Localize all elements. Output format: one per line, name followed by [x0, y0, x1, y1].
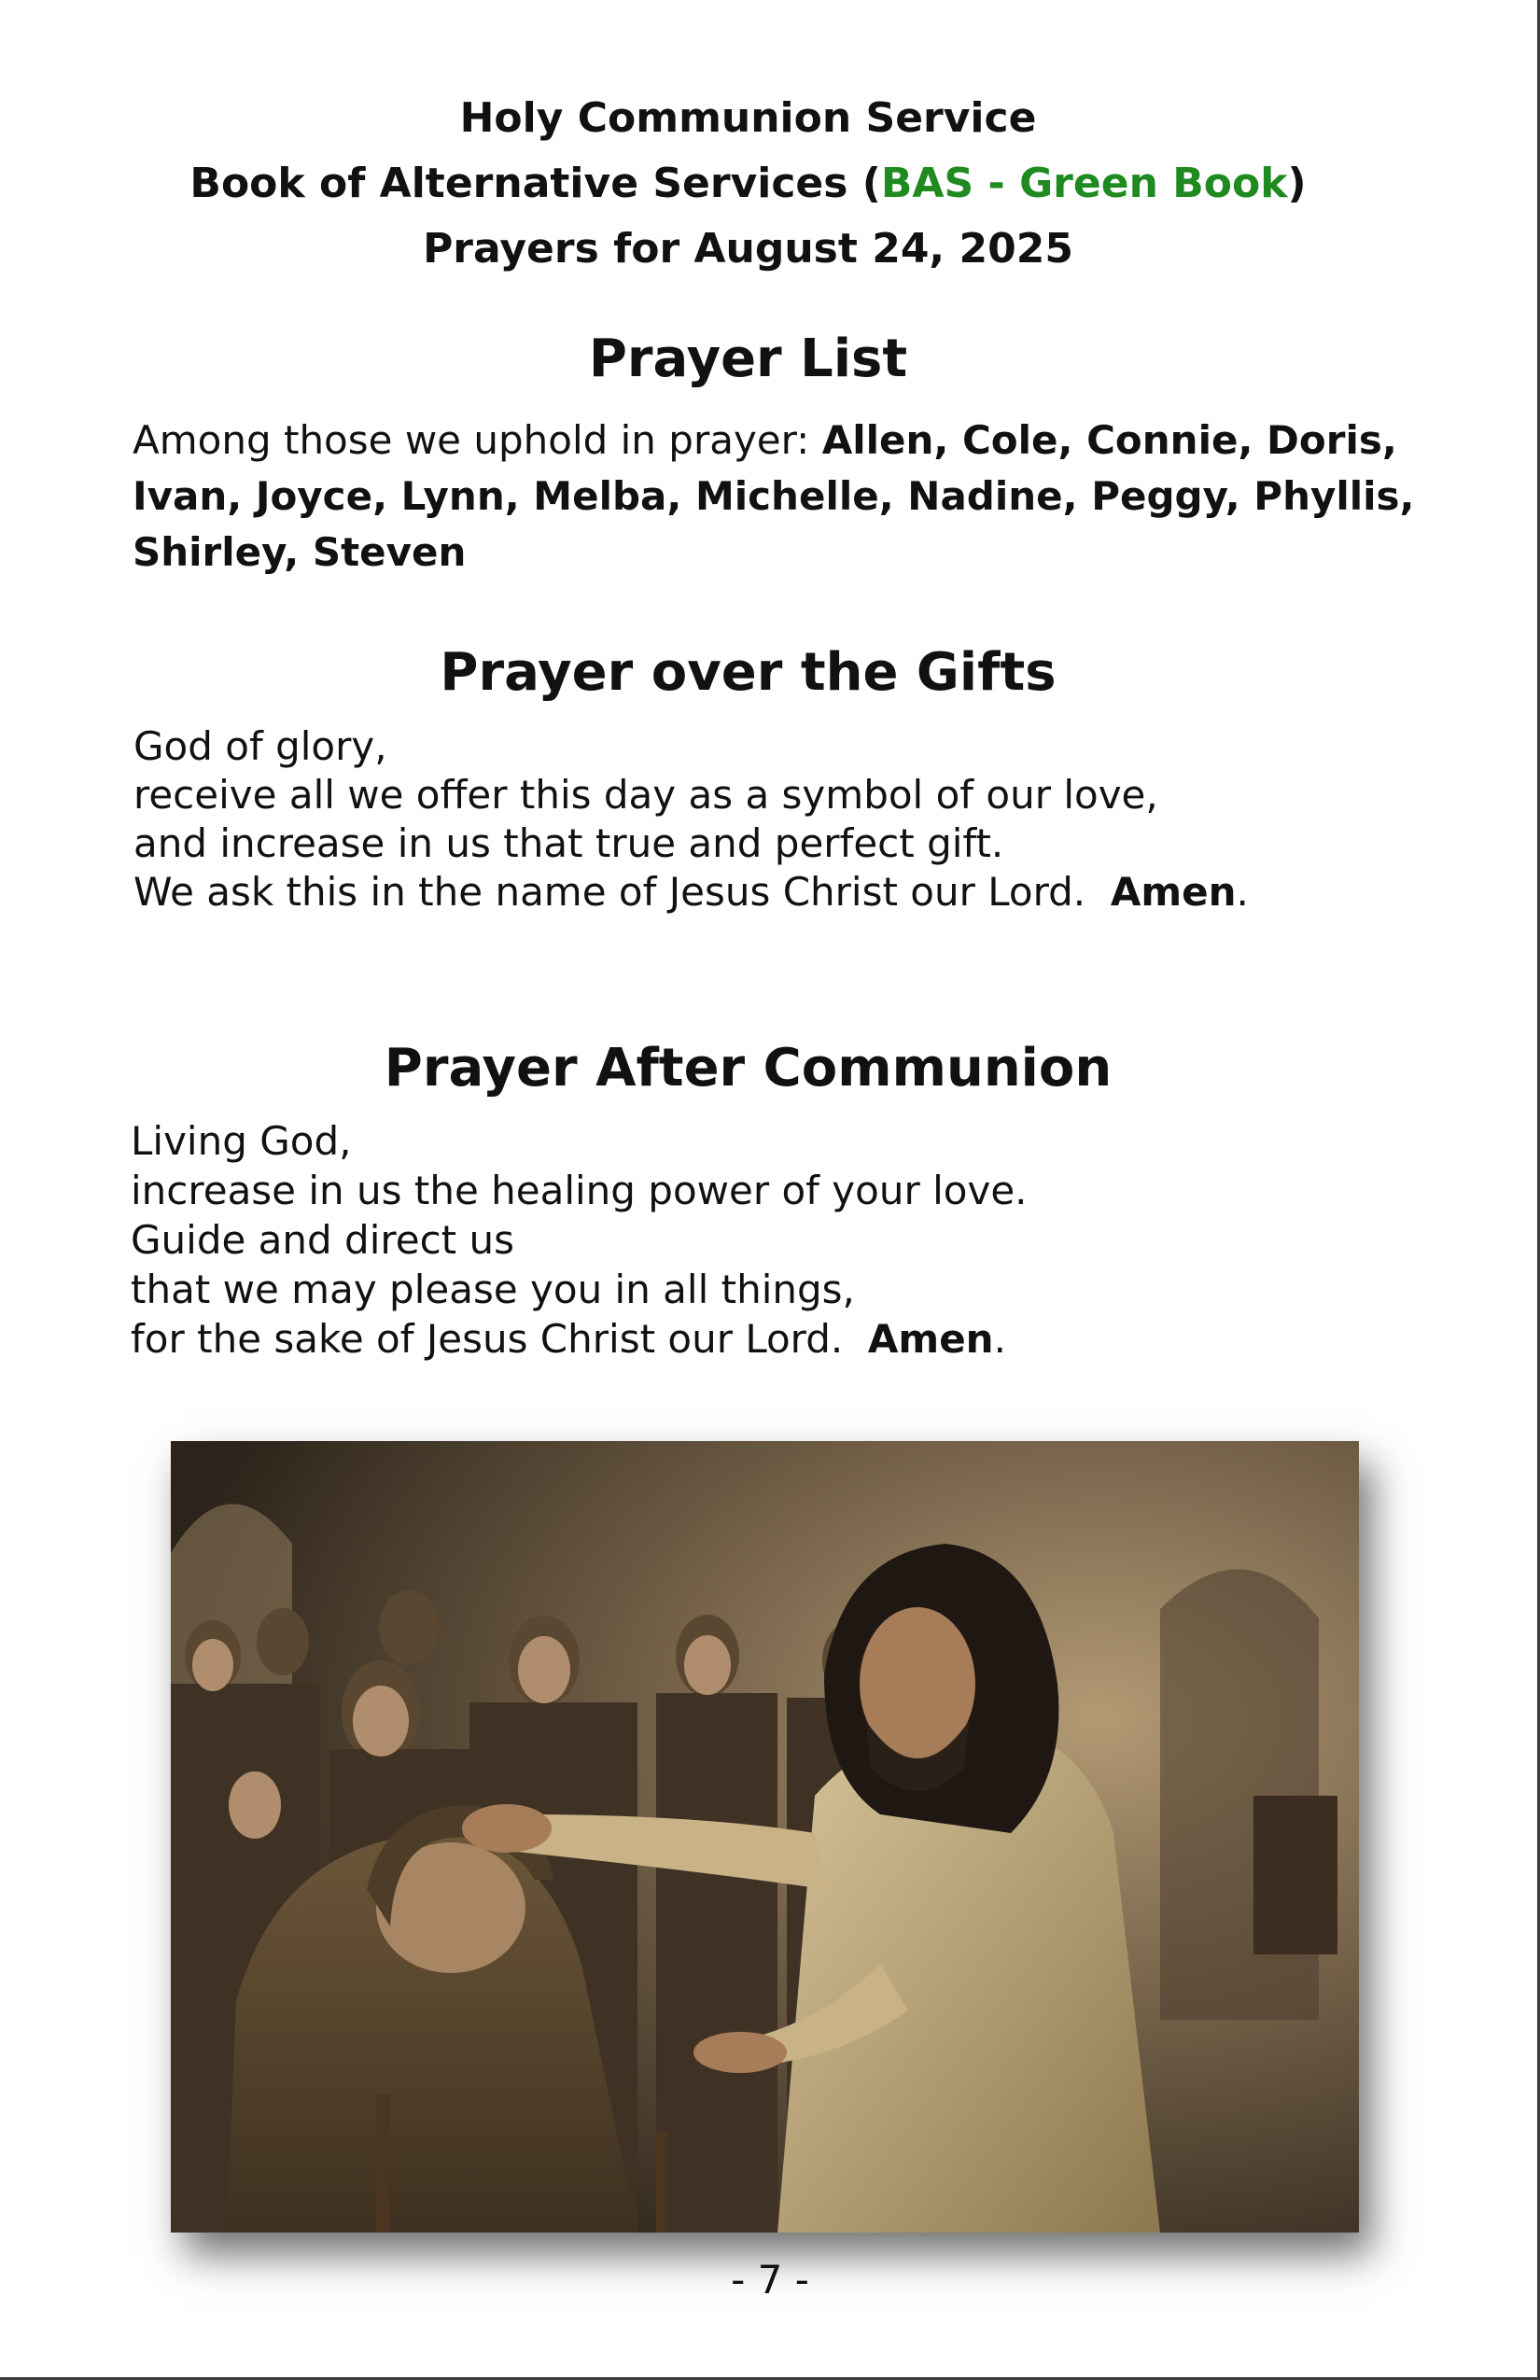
prayer-list-intro: Among those we uphold in prayer:	[133, 417, 810, 463]
prayer-date: Prayers for August 24, 2025	[423, 225, 1073, 273]
book-title-highlight: BAS - Green Book	[880, 160, 1288, 207]
after-communion-line: increase in us the healing power of your love.	[131, 1168, 1028, 1213]
prayer-list-body	[133, 413, 1415, 581]
healing-illustration	[171, 1441, 1359, 2233]
gifts-heading: Prayer over the Gifts	[440, 642, 1057, 703]
gifts-line-last	[133, 868, 1249, 917]
page-number: - 7 -	[731, 2257, 809, 2303]
gifts-line: and increase in us that true and perfect gift.	[133, 820, 1004, 866]
after-communion-line: Guide and direct us	[131, 1217, 514, 1263]
gifts-line: receive all we offer this day as a symbol of our love,	[133, 772, 1158, 818]
prayer-list-heading: Prayer List	[588, 329, 908, 389]
after-communion-line-last	[131, 1314, 1028, 1364]
after-communion-line: for the sake of Jesus Christ our Lord.	[131, 1316, 844, 1362]
after-communion-heading: Prayer After Communion	[384, 1038, 1113, 1099]
book-title	[0, 151, 1496, 217]
after-communion-amen: Amen	[867, 1316, 994, 1362]
after-communion-prayer	[131, 1116, 1028, 1364]
page-header	[0, 86, 1496, 282]
gifts-line: God of glory,	[133, 723, 387, 769]
gifts-amen-punct: .	[1236, 869, 1249, 915]
prayer-list-line-3	[133, 525, 1415, 581]
after-communion-line: that we may please you in all things,	[131, 1267, 855, 1312]
gifts-amen: Amen	[1110, 869, 1237, 915]
after-communion-amen-punct: .	[993, 1316, 1006, 1362]
gifts-line: We ask this in the name of Jesus Christ our Lord.	[133, 869, 1086, 915]
after-communion-line: Living God,	[131, 1118, 352, 1164]
service-title: Holy Communion Service	[459, 94, 1037, 142]
book-title-prefix: Book of Alternative Services (	[189, 160, 881, 207]
prayer-list-line-1	[133, 413, 1415, 469]
prayer-names-1: Allen, Cole, Connie, Doris,	[821, 417, 1397, 463]
prayer-list-line-2	[133, 469, 1415, 525]
prayer-names-2: Ivan, Joyce, Lynn, Melba, Michelle, Nadine, Peggy, Phyllis,	[133, 473, 1415, 519]
prayer-names-3: Shirley, Steven	[133, 529, 467, 575]
gifts-prayer	[133, 722, 1249, 917]
book-title-suffix: )	[1287, 160, 1307, 207]
healing-scene-image	[171, 1441, 1359, 2233]
